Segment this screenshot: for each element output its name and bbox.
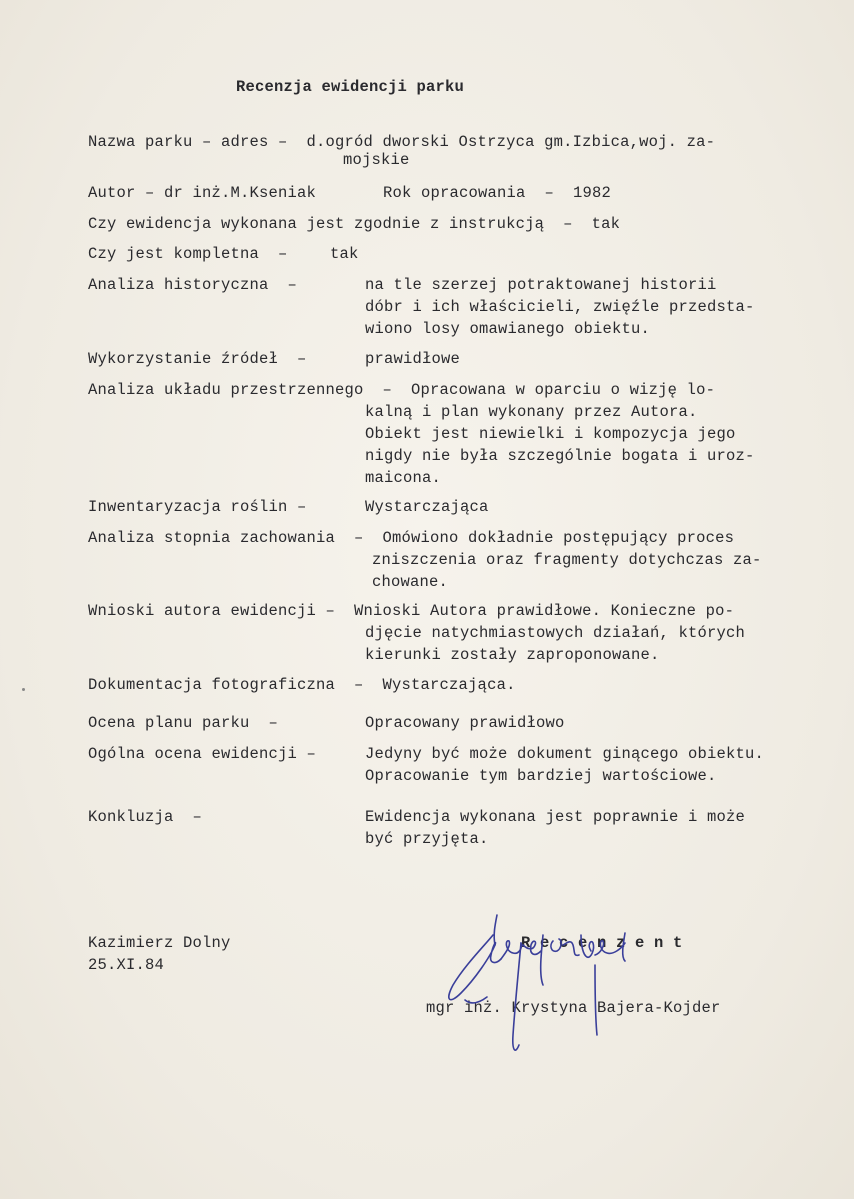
analiza-hist-label: Analiza historyczna – — [88, 276, 298, 294]
line-kompletna-label: Czy jest kompletna – — [88, 245, 288, 263]
ogolna-label: Ogólna ocena ewidencji – — [88, 745, 317, 763]
reviewer-role: R e c e n z e n t — [521, 934, 683, 952]
inwent-label: Inwentaryzacja roślin – — [88, 498, 307, 516]
stopien-3: chowane. — [372, 573, 449, 591]
wnioski-3: kierunki zostały zaproponowane. — [365, 646, 660, 664]
paper-speck — [22, 688, 25, 691]
stopien-2: zniszczenia oraz fragmenty dotychczas za- — [372, 551, 762, 569]
document-title: Recenzja ewidencji parku — [236, 78, 465, 96]
line-autor: Autor – dr inż.M.Kseniak — [88, 184, 317, 202]
line-zgodnie: Czy ewidencja wykonana jest zgodnie z instrukcją – tak — [88, 215, 621, 233]
uklad-2: kalną i plan wykonany przez Autora. — [365, 403, 698, 421]
inwent-value: Wystarczająca — [365, 498, 489, 516]
wnioski-1: Wnioski autora ewidencji – Wnioski Autora prawidłowe. Konieczne po- — [88, 602, 735, 620]
ogolna-1: Jedyny być może dokument ginącego obiektu. — [365, 745, 765, 763]
ogolna-2: Opracowanie tym bardziej wartościowe. — [365, 767, 717, 785]
stopien-1: Analiza stopnia zachowania – Omówiono dokładnie postępujący proces — [88, 529, 735, 547]
konkluzja-2: być przyjęta. — [365, 830, 489, 848]
foto-line: Dokumentacja fotograficzna – Wystarczająca. — [88, 676, 516, 694]
handwritten-signature — [435, 905, 695, 1065]
uklad-4: nigdy nie była szczególnie bogata i uroz- — [365, 447, 755, 465]
place: Kazimierz Dolny — [88, 934, 231, 952]
line-nazwa-2: mojskie — [343, 151, 410, 169]
date: 25.XI.84 — [88, 956, 165, 974]
konkluzja-label: Konkluzja – — [88, 808, 203, 826]
line-rok: Rok opracowania – 1982 — [383, 184, 612, 202]
zrodla-value: prawidłowe — [365, 350, 461, 368]
line-kompletna-value: tak — [330, 245, 359, 263]
konkluzja-1: Ewidencja wykonana jest poprawnie i może — [365, 808, 746, 826]
uklad-3: Obiekt jest niewielki i kompozycja jego — [365, 425, 736, 443]
ocena-planu-value: Opracowany prawidłowo — [365, 714, 565, 732]
analiza-hist-3: wiono losy omawianego obiektu. — [365, 320, 651, 338]
analiza-hist-1: na tle szerzej potraktowanej historii — [365, 276, 717, 294]
analiza-hist-2: dóbr i ich właścicieli, zwięźle przedsta- — [365, 298, 755, 316]
line-nazwa-1: Nazwa parku – adres – d.ogród dworski Ostrzyca gm.Izbica,woj. za- — [88, 133, 716, 151]
zrodla-label: Wykorzystanie źródeł – — [88, 350, 307, 368]
uklad-1: Analiza układu przestrzennego – Opracowana w oparciu o wizję lo- — [88, 381, 716, 399]
ocena-planu-label: Ocena planu parku – — [88, 714, 279, 732]
wnioski-2: djęcie natychmiastowych działań, których — [365, 624, 746, 642]
uklad-5: maicona. — [365, 469, 442, 487]
reviewer-name: mgr inż. Krystyna Bajera-Kojder — [426, 999, 721, 1017]
